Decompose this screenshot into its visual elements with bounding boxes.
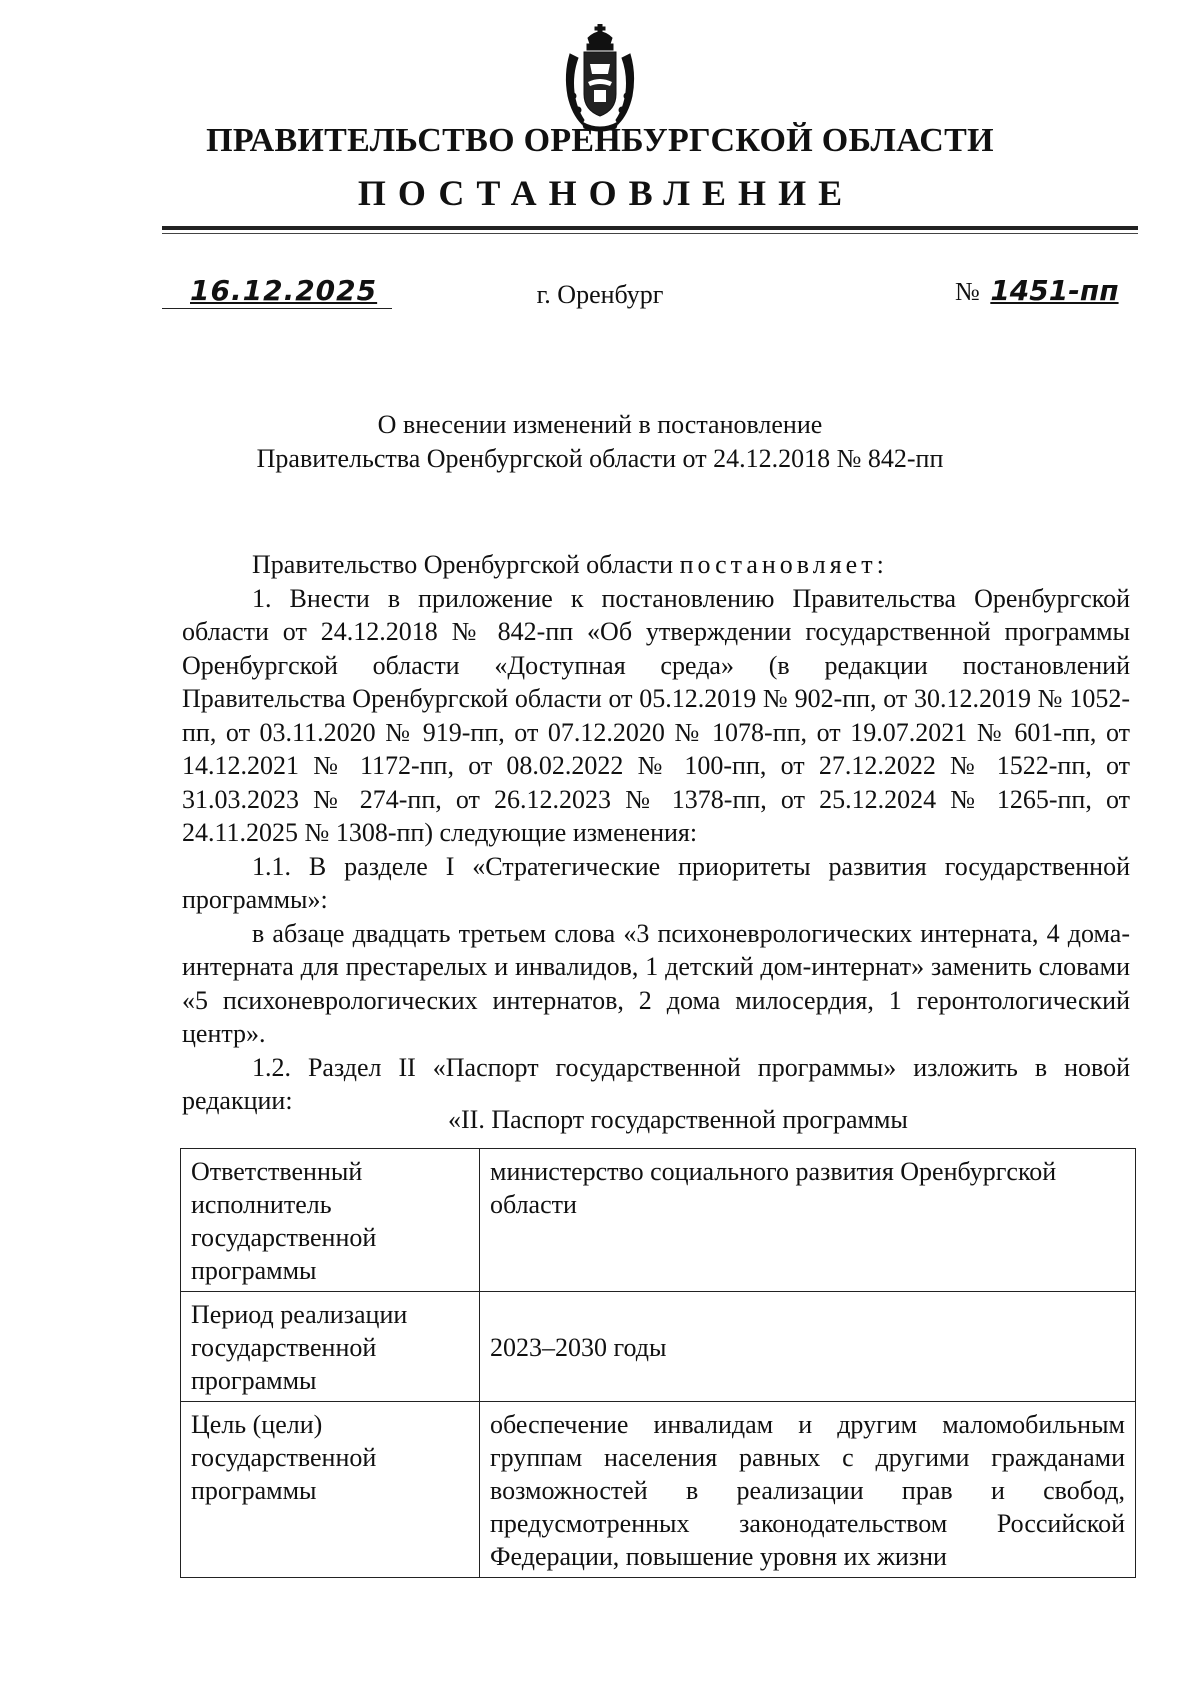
table-row bbox=[181, 1402, 1136, 1578]
preamble-lead: Правительство Оренбургской области bbox=[252, 550, 674, 579]
document-subject bbox=[0, 408, 1200, 476]
table-row bbox=[181, 1149, 1136, 1292]
row-label: Ответственный исполнитель государственной программы bbox=[181, 1149, 480, 1292]
number-handwritten: 1451-пп bbox=[990, 274, 1119, 307]
table-row bbox=[181, 1292, 1136, 1402]
document-body bbox=[182, 548, 1130, 1118]
number-field bbox=[955, 274, 1119, 307]
item-1-2: 1.2. Раздел II «Паспорт государственной программы» изложить в новой редакции: bbox=[182, 1052, 1130, 1115]
header-rule-thick bbox=[162, 226, 1138, 230]
organization-title: ПРАВИТЕЛЬСТВО ОРЕНБУРГСКОЙ ОБЛАСТИ bbox=[206, 122, 994, 159]
date-handwritten: 16.12.2025 bbox=[190, 274, 378, 307]
subject-line-1: О внесении изменений в постановление bbox=[377, 410, 823, 439]
row-value: обеспечение инвалидам и другим маломобильным группам населения равных с другими гражданами возможностей в реализации прав и свобод, предусмотренных законодательством Российской Федерации, повышение уровня их жизни bbox=[480, 1402, 1136, 1578]
item-1-1-text: в абзаце двадцать третьем слова «3 психоневрологических интерната, 4 дома-интерната для престарелых и инвалидов, 1 детский дом-интернат» заменить словами «5 психоневрологических интернатов, 2 дома милосердия, 1 геронтологический центр». bbox=[182, 918, 1130, 1048]
coat-of-arms-emblem bbox=[560, 24, 640, 132]
item-1-1: 1.1. В разделе I «Стратегические приоритеты развития государственной программы»: bbox=[182, 851, 1130, 914]
row-label: Период реализации государственной программы bbox=[181, 1292, 480, 1402]
subject-line-2: Правительства Оренбургской области от 24.12.2018 № 842-пп bbox=[256, 444, 944, 473]
item-1: 1. Внести в приложение к постановлению Правительства Оренбургской области от 24.12.2018 № 842-пп «Об утверждении государственной программы Оренбургской области «Доступная среда» (в редакции постановлений Правительства Оренбургской области от 05.12.2019 № 902-пп, от 30.12.2019 № 1052-пп, от 03.11.2020 № 919-пп, от 07.12.2020 № 1078-пп, от 19.07.2021 № 601-пп, от 14.12.2021 № 1172-пп, от 08.02.2022 № 100-пп, от 27.12.2022 № 1522-пп, от 31.03.2023 № 274-пп, от 26.12.2023 № 1378-пп, от 25.12.2024 № 1265-пп, от 24.11.2025 № 1308-пп) следующие изменения: bbox=[182, 583, 1130, 847]
passport-heading-text: «II. Паспорт государственной программы bbox=[448, 1105, 908, 1134]
header-rule-thin bbox=[162, 233, 1138, 234]
number-prefix: № bbox=[955, 277, 980, 306]
preamble bbox=[182, 548, 1130, 582]
passport-table bbox=[180, 1148, 1136, 1578]
row-value: министерство социального развития Оренбургской области bbox=[480, 1149, 1136, 1292]
row-label: Цель (цели) государственной программы bbox=[181, 1402, 480, 1578]
city-label: г. Оренбург bbox=[536, 280, 664, 309]
preamble-decree-word: постановляет: bbox=[679, 550, 888, 579]
document-type-title: ПОСТАНОВЛЕНИЕ bbox=[357, 173, 855, 213]
row-value: 2023–2030 годы bbox=[480, 1292, 1136, 1402]
